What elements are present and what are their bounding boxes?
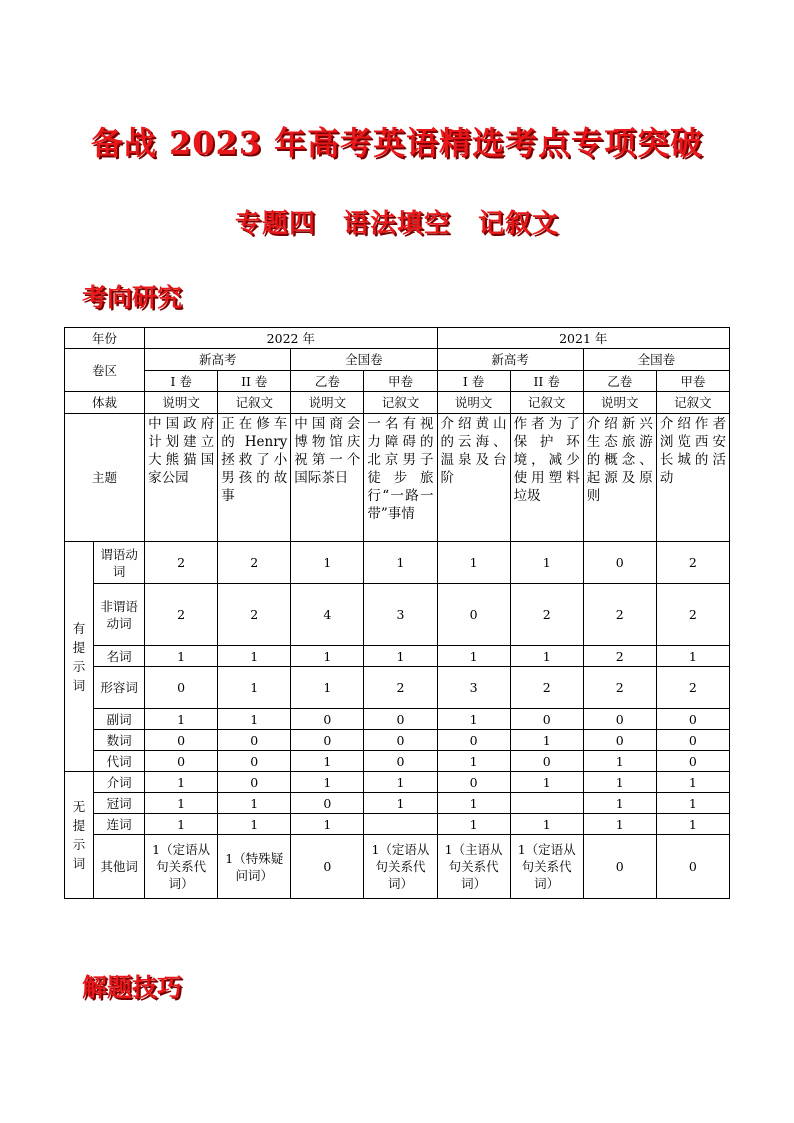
group-label-nohint: [65, 772, 94, 899]
table-row: [65, 835, 730, 899]
value-cell: 0: [510, 751, 583, 772]
row-label: 数词: [94, 730, 145, 751]
value-cell: 0: [218, 772, 291, 793]
value-cell: 2: [145, 542, 218, 584]
value-cell: 0: [437, 584, 510, 646]
table-row: [65, 584, 730, 646]
section-heading-research: 考向研究: [82, 283, 183, 312]
year-2022: 2022 年: [145, 328, 437, 349]
value-cell: 2: [583, 584, 656, 646]
table-row: [65, 772, 730, 793]
value-cell: 1: [364, 793, 437, 814]
value-cell: 0: [656, 730, 729, 751]
value-cell: 1: [145, 814, 218, 835]
value-cell: 1: [437, 646, 510, 667]
value-cell: 2: [656, 667, 729, 709]
value-cell: 1: [218, 667, 291, 709]
value-cell: 1: [291, 667, 364, 709]
region-xingaokao-2021: 新高考: [437, 349, 583, 371]
value-cell: 1: [364, 646, 437, 667]
value-cell: 1: [583, 751, 656, 772]
value-cell: 2: [218, 584, 291, 646]
value-cell: 1: [218, 814, 291, 835]
paper-cell: I 卷: [145, 371, 218, 392]
value-cell: 0: [583, 835, 656, 899]
value-cell: 1: [145, 772, 218, 793]
topic-cell: 中国政府计划建立大熊猫国家公园: [145, 414, 218, 542]
value-cell: 4: [291, 584, 364, 646]
value-cell: 1: [510, 646, 583, 667]
value-cell: 2: [510, 584, 583, 646]
value-cell: 1: [583, 793, 656, 814]
value-cell: [510, 793, 583, 814]
genre-cell: 说明文: [291, 392, 364, 414]
table-row: [65, 814, 730, 835]
value-cell: 1: [291, 772, 364, 793]
value-cell: 1: [364, 542, 437, 584]
value-cell: 1: [437, 751, 510, 772]
topic-cell: 中国商会博物馆庆祝第一个国际茶日: [291, 414, 364, 542]
value-cell: 0: [145, 730, 218, 751]
value-cell: 1: [583, 814, 656, 835]
genre-cell: 说明文: [583, 392, 656, 414]
value-cell: 0: [437, 772, 510, 793]
value-cell: 0: [145, 667, 218, 709]
row-label: 形容词: [94, 667, 145, 709]
value-cell: 0: [145, 751, 218, 772]
value-cell: 2: [656, 542, 729, 584]
topic-cell: 一名有视力障碍的北京男子徒步旅行“一路一带”事情: [364, 414, 437, 542]
main-title: 备战 2023 年高考英语精选考点专项突破: [90, 124, 704, 162]
value-cell: 1: [218, 646, 291, 667]
value-cell: 0: [364, 751, 437, 772]
genre-cell: 说明文: [145, 392, 218, 414]
row-label: 介词: [94, 772, 145, 793]
value-cell: 3: [364, 584, 437, 646]
value-cell: 1: [291, 814, 364, 835]
topic-cell: 作者为了保护环境，减少使用塑料垃圾: [510, 414, 583, 542]
value-cell: 0: [583, 542, 656, 584]
value-cell: 1: [437, 814, 510, 835]
paper-cell: 乙卷: [291, 371, 364, 392]
paper-cell: 甲卷: [656, 371, 729, 392]
table-row: [65, 730, 730, 751]
value-cell: 2: [656, 584, 729, 646]
region-quanguo-2021: 全国卷: [583, 349, 729, 371]
value-cell: 2: [218, 542, 291, 584]
topic-label: 主题: [65, 414, 145, 542]
value-cell: 1: [364, 772, 437, 793]
value-cell: 1（定语从句关系代词）: [364, 835, 437, 899]
value-cell: 0: [583, 730, 656, 751]
year-label: 年份: [65, 328, 145, 349]
value-cell: 0: [364, 709, 437, 730]
sub-title: 专题四 语法填空 记叙文: [234, 209, 559, 239]
value-cell: 1: [291, 751, 364, 772]
group-label-hint-text: 有提示词: [72, 620, 86, 693]
value-cell: 1: [291, 542, 364, 584]
group-label-hint: [65, 542, 94, 772]
value-cell: 0: [291, 835, 364, 899]
genre-cell: 记叙文: [364, 392, 437, 414]
value-cell: 2: [583, 646, 656, 667]
value-cell: 1: [510, 730, 583, 751]
year-2021: 2021 年: [437, 328, 729, 349]
value-cell: 0: [364, 730, 437, 751]
region-label: 卷区: [65, 349, 145, 392]
value-cell: 0: [291, 730, 364, 751]
value-cell: 2: [145, 584, 218, 646]
paper-cell: I 卷: [437, 371, 510, 392]
row-label: 谓语动词: [94, 542, 145, 584]
paper-cell: II 卷: [510, 371, 583, 392]
value-cell: 1: [145, 709, 218, 730]
table-row: [65, 709, 730, 730]
value-cell: 2: [364, 667, 437, 709]
value-cell: 1: [656, 814, 729, 835]
value-cell: 1: [437, 709, 510, 730]
row-label: 副词: [94, 709, 145, 730]
topic-cell: 正在修车的 Henry 拯救了小男孩的故事: [218, 414, 291, 542]
value-cell: 0: [437, 730, 510, 751]
row-label: 连词: [94, 814, 145, 835]
value-cell: 0: [218, 730, 291, 751]
row-label: 冠词: [94, 793, 145, 814]
value-cell: 0: [656, 835, 729, 899]
section-heading-skills: 解题技巧: [82, 973, 183, 1002]
value-cell: 2: [583, 667, 656, 709]
table-row: [65, 542, 730, 584]
region-xingaokao-2022: 新高考: [145, 349, 291, 371]
table-row: [65, 646, 730, 667]
value-cell: 1: [656, 772, 729, 793]
paper-cell: 乙卷: [583, 371, 656, 392]
topic-cell: 介绍黄山的云海、温泉及台阶: [437, 414, 510, 542]
value-cell: 0: [291, 709, 364, 730]
value-cell: 3: [437, 667, 510, 709]
value-cell: 0: [510, 709, 583, 730]
value-cell: 1: [145, 646, 218, 667]
value-cell: 1: [437, 793, 510, 814]
topic-cell: 介绍新兴生态旅游的概念、起源及原则: [583, 414, 656, 542]
row-label: 名词: [94, 646, 145, 667]
value-cell: 1: [583, 772, 656, 793]
genre-cell: 记叙文: [218, 392, 291, 414]
table-row: [65, 667, 730, 709]
paper-cell: 甲卷: [364, 371, 437, 392]
value-cell: 0: [583, 709, 656, 730]
value-cell: 1（定语从句关系代词）: [145, 835, 218, 899]
value-cell: 1: [218, 793, 291, 814]
value-cell: 0: [656, 709, 729, 730]
value-cell: [364, 814, 437, 835]
table-row: [65, 793, 730, 814]
topic-cell: 介绍作者浏览西安长城的活动: [656, 414, 729, 542]
value-cell: 2: [510, 667, 583, 709]
region-quanguo-2022: 全国卷: [291, 349, 437, 371]
value-cell: 1: [510, 542, 583, 584]
row-label: 代词: [94, 751, 145, 772]
value-cell: 1（特殊疑问词）: [218, 835, 291, 899]
genre-cell: 记叙文: [510, 392, 583, 414]
value-cell: 0: [656, 751, 729, 772]
value-cell: 1: [510, 814, 583, 835]
value-cell: 1: [510, 772, 583, 793]
value-cell: 1: [218, 709, 291, 730]
genre-cell: 记叙文: [656, 392, 729, 414]
value-cell: 1: [145, 793, 218, 814]
value-cell: 1（主语从句关系代词）: [437, 835, 510, 899]
value-cell: 1: [656, 646, 729, 667]
genre-label: 体裁: [65, 392, 145, 414]
value-cell: 0: [218, 751, 291, 772]
row-label: 非谓语动词: [94, 584, 145, 646]
value-cell: 1: [291, 646, 364, 667]
table-row: [65, 751, 730, 772]
row-label: 其他词: [94, 835, 145, 899]
genre-cell: 说明文: [437, 392, 510, 414]
value-cell: 1: [656, 793, 729, 814]
group-label-nohint-text: 无提示词: [72, 799, 86, 871]
paper-cell: II 卷: [218, 371, 291, 392]
value-cell: 1（定语从句关系代词）: [510, 835, 583, 899]
value-cell: 0: [291, 793, 364, 814]
value-cell: 1: [437, 542, 510, 584]
exam-analysis-table: [64, 327, 730, 899]
